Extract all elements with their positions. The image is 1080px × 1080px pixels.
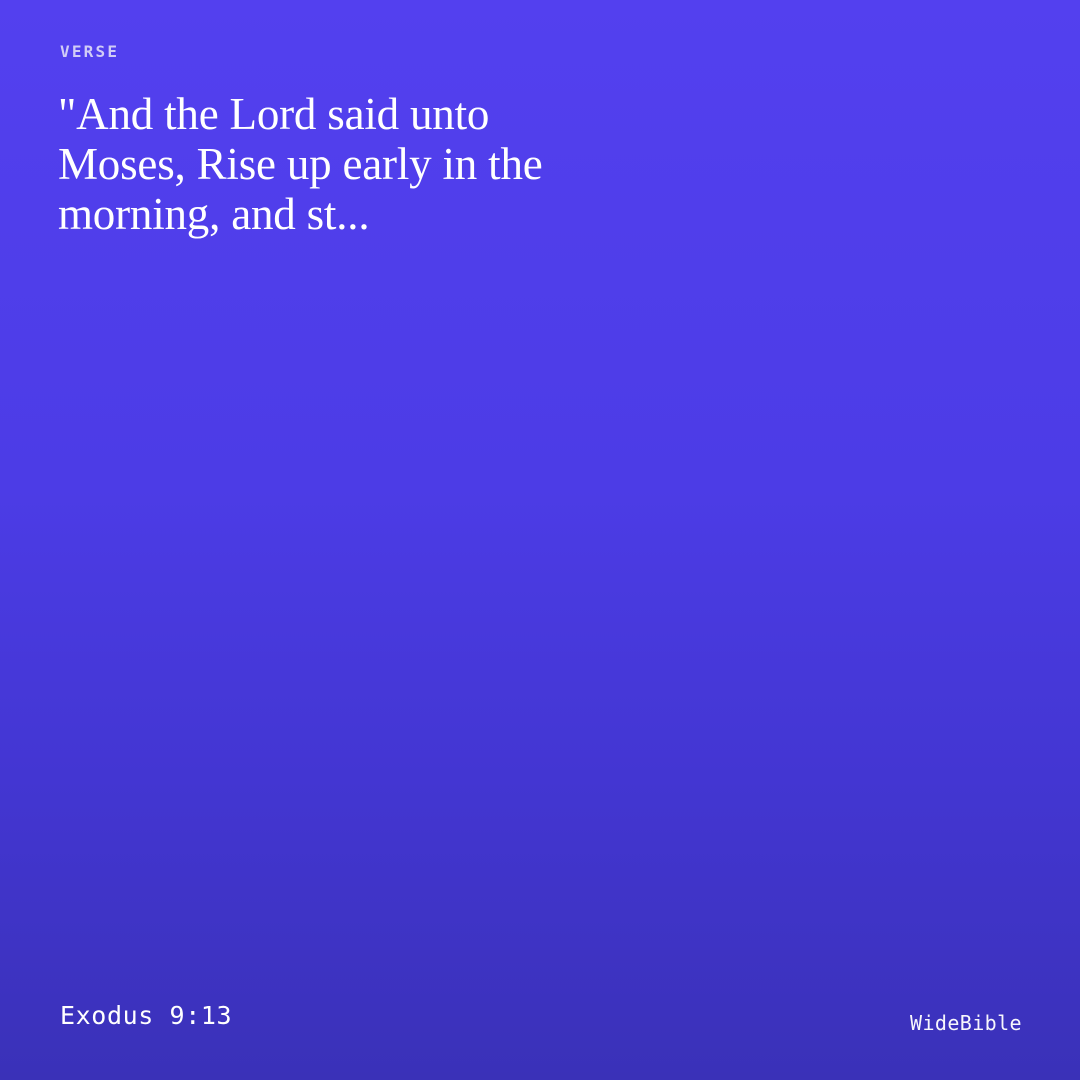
brand-wordmark: WideBible — [910, 1011, 1022, 1035]
verse-reference: Exodus 9:13 — [60, 1001, 233, 1030]
verse-text: "And the Lord said unto Moses, Rise up early in the morning, and st... — [58, 89, 543, 239]
section-label: VERSE — [60, 42, 120, 61]
